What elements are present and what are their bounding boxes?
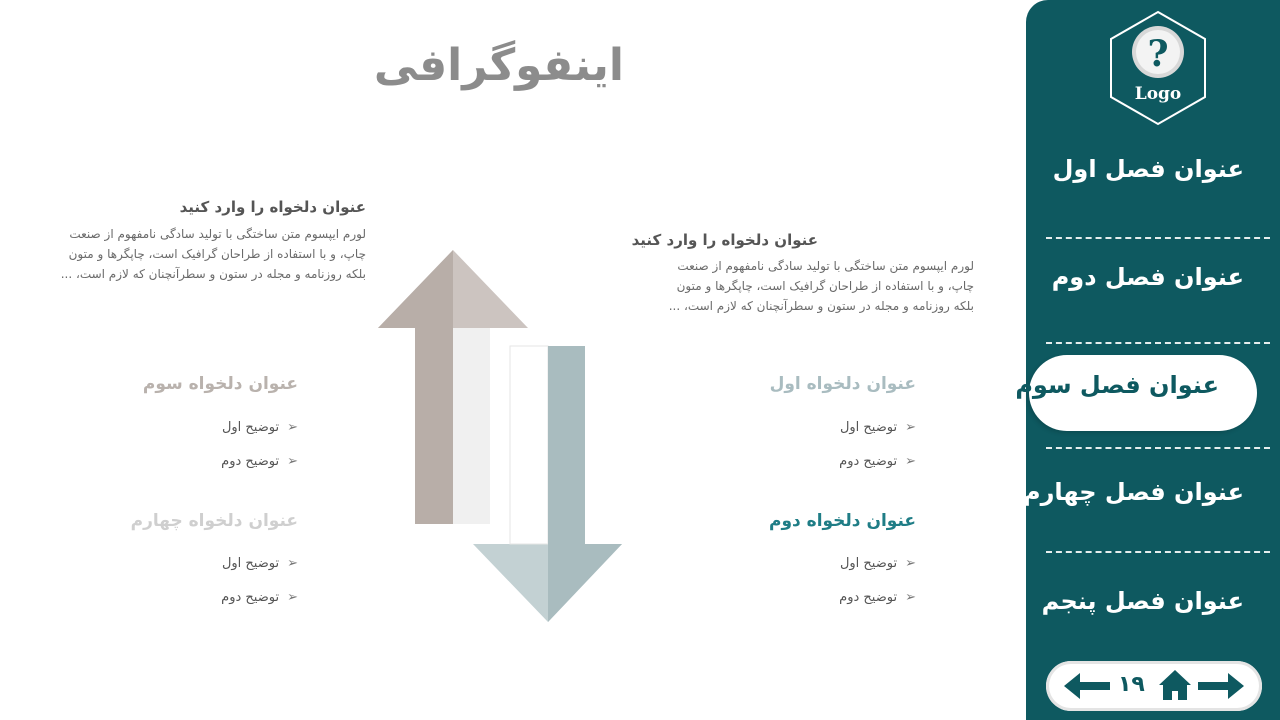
checkmark-icon: ➢ bbox=[287, 590, 298, 605]
bullet-item bbox=[222, 420, 298, 435]
hexagon-logo-icon bbox=[1108, 10, 1208, 126]
logo-text: Logo bbox=[1134, 84, 1182, 104]
section-title-second: عنوان دلخواه دوم bbox=[768, 511, 916, 531]
arrow-up-icon bbox=[378, 250, 528, 524]
bullet-text: توضیح دوم bbox=[839, 454, 898, 469]
bullet-text: توضیح اول bbox=[839, 420, 898, 435]
bullet-text: توضیح دوم bbox=[839, 590, 898, 605]
text-block-right-title: عنوان دلخواه را وارد کنید bbox=[631, 231, 818, 249]
text-block-right-body bbox=[644, 256, 974, 316]
arrow-down-icon bbox=[473, 346, 622, 622]
bullet-item bbox=[222, 556, 298, 571]
arrow-right-icon[interactable] bbox=[1196, 671, 1244, 701]
arrows-graphic bbox=[370, 240, 630, 630]
text-block-left-title: عنوان دلخواه را وارد کنید bbox=[179, 198, 366, 216]
checkmark-icon: ➢ bbox=[287, 420, 298, 435]
text-line: چاپ، و با استفاده از طراحان گرافیک است، چاپگرها و متون bbox=[68, 247, 366, 261]
text-line: بلکه روزنامه و مجله در ستون و سطرآنچنان که لازم است، ... bbox=[60, 267, 366, 281]
text-line: لورم ایپسوم متن ساختگی با تولید سادگی نامفهوم از صنعت bbox=[69, 227, 366, 241]
bullet-text: توضیح اول bbox=[839, 556, 898, 571]
home-icon[interactable] bbox=[1158, 669, 1192, 701]
checkmark-icon: ➢ bbox=[905, 454, 916, 469]
bullet-item bbox=[221, 590, 298, 605]
page-number: ۱۹ bbox=[1118, 672, 1145, 697]
bullet-item bbox=[839, 454, 916, 469]
bullet-text: توضیح دوم bbox=[221, 454, 280, 469]
nav-item-chapter-5[interactable]: عنوان فصل پنجم bbox=[1041, 587, 1244, 615]
bullet-text: توضیح اول bbox=[221, 556, 280, 571]
section-title-fourth: عنوان دلخواه چهارم bbox=[130, 511, 298, 531]
page-title: اینفوگرافی bbox=[373, 40, 624, 91]
divider bbox=[1046, 551, 1270, 553]
text-block-left-body bbox=[36, 224, 366, 284]
bullet-text: توضیح دوم bbox=[221, 590, 280, 605]
divider bbox=[1046, 237, 1270, 239]
text-line: لورم ایپسوم متن ساختگی با تولید سادگی نامفهوم از صنعت bbox=[677, 259, 974, 273]
svg-text:?: ? bbox=[1147, 33, 1169, 75]
checkmark-icon: ➢ bbox=[905, 420, 916, 435]
nav-item-chapter-2[interactable]: عنوان فصل دوم bbox=[1051, 263, 1244, 291]
arrow-left-icon[interactable] bbox=[1064, 671, 1112, 701]
section-title-first: عنوان دلخواه اول bbox=[769, 374, 916, 394]
nav-item-chapter-4[interactable]: عنوان فصل چهارم bbox=[1022, 478, 1244, 506]
divider bbox=[1046, 447, 1270, 449]
bullet-item bbox=[840, 420, 916, 435]
nav-item-chapter-1[interactable]: عنوان فصل اول bbox=[1052, 155, 1244, 183]
bullet-item bbox=[221, 454, 298, 469]
bullet-item bbox=[840, 556, 916, 571]
divider bbox=[1046, 342, 1270, 344]
checkmark-icon: ➢ bbox=[905, 590, 916, 605]
checkmark-icon: ➢ bbox=[287, 556, 298, 571]
nav-item-label: عنوان فصل سوم bbox=[1015, 371, 1219, 399]
bullet-text: توضیح اول bbox=[221, 420, 280, 435]
checkmark-icon: ➢ bbox=[905, 556, 916, 571]
text-line: بلکه روزنامه و مجله در ستون و سطرآنچنان که لازم است، ... bbox=[668, 299, 974, 313]
checkmark-icon: ➢ bbox=[287, 454, 298, 469]
text-line: چاپ، و با استفاده از طراحان گرافیک است، چاپگرها و متون bbox=[676, 279, 974, 293]
bullet-item bbox=[839, 590, 916, 605]
logo bbox=[1108, 10, 1208, 126]
section-title-third: عنوان دلخواه سوم bbox=[142, 374, 298, 394]
footer-navigation bbox=[1046, 661, 1262, 711]
nav-item-chapter-3-active[interactable] bbox=[1015, 355, 1257, 431]
